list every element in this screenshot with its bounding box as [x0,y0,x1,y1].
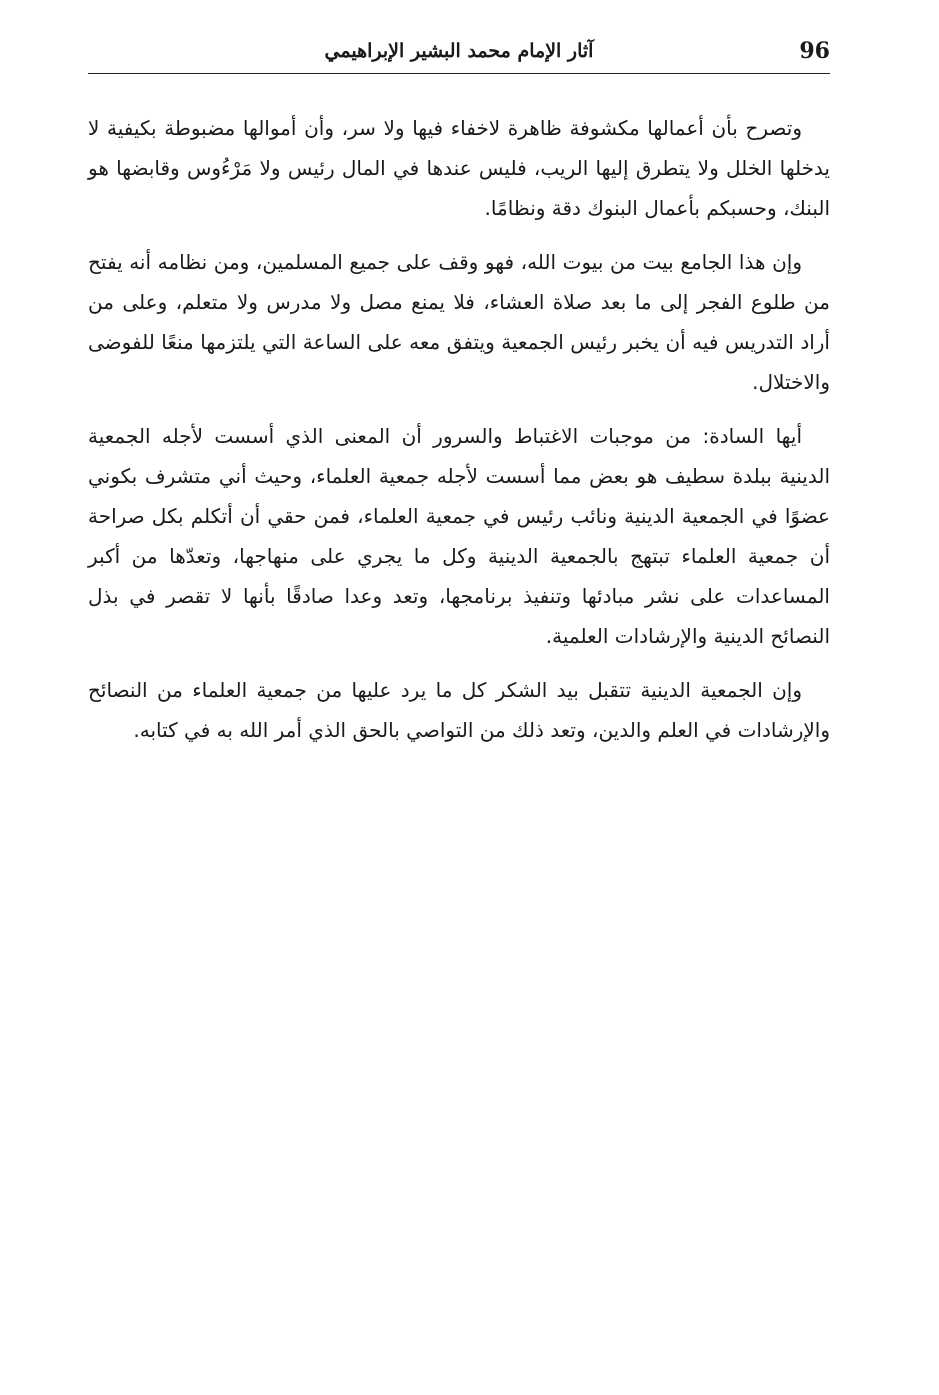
page-header [88,34,830,74]
paragraph-1: وتصرح بأن أعمالها مكشوفة ظاهرة لاخفاء فيها ولا سر، وأن أموالها مضبوطة بكيفية لا يدخلها الخلل ولا يتطرق إليها الريب، فليس عندها في المال رئيس ولا مَرْءُوس وقابضها هو البنك، وحسبكم بأعمال البنوك دقة ونظامًا. [88,116,830,220]
header-rule [88,73,830,74]
paragraph-4: وإن الجمعية الدينية تتقبل بيد الشكر كل ما يرد عليها من جمعية العلماء من النصائح والإرشادات في العلم والدين، وتعد ذلك من التواصي بالحق الذي أمر الله به في كتابه. [88,678,830,742]
body-text [88,108,830,764]
paragraph-3: أيها السادة: من موجبات الاغتباط والسرور أن المعنى الذي أسست لأجله الجمعية الدينية ببلدة سطيف هو بعض مما أسست لأجله جمعية العلماء، وحيث أني متشرف بكوني عضوًا في الجمعية الدينية ونائب رئيس في جمعية العلماء، فمن حقي أن أتكلم بكل صراحة أن جمعية العلماء تبتهج بالجمعية الدينية وكل ما يجري على منهاجها، وتعدّها من أكبر المساعدات على نشر مبادئها وتنفيذ برنامجها، وتعد وعدا صادقًا بأنها لا تقصر في بذل النصائح الدينية والإرشادات العلمية. [88,424,830,648]
paragraph-2: وإن هذا الجامع بيت من بيوت الله، فهو وقف على جميع المسلمين، ومن نظامه أنه يفتح من طلوع الفجر إلى ما بعد صلاة العشاء، فلا يمنع مصل ولا مدرس ولا متعلم، وعلى من أراد التدريس فيه أن يخبر رئيس الجمعية ويتفق معه على الساعة التي يلتزمها منعًا للفوضى والاختلال. [88,250,830,394]
running-title: آثار الإمام محمد البشير الإبراهيمي [324,40,594,62]
page-number: 96 [799,38,830,64]
